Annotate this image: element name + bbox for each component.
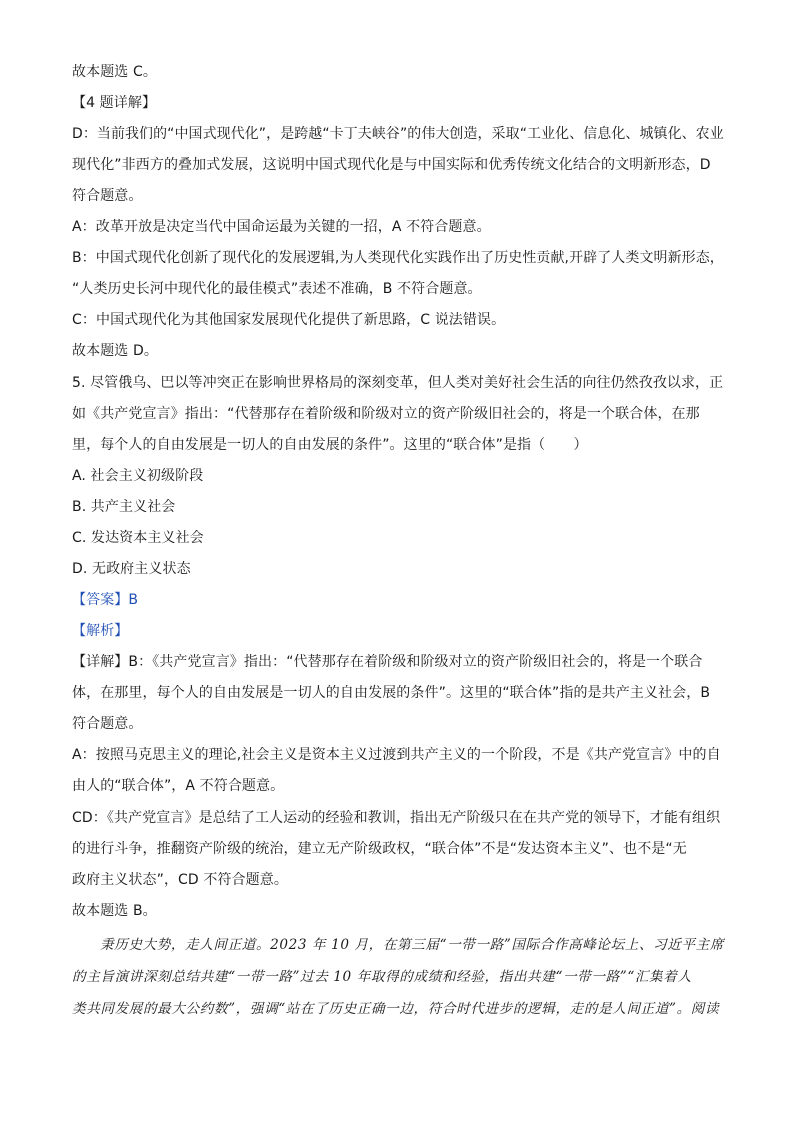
analysis-line: 的进行斗争，推翻资产阶级的统治，建立无产阶级政权，“联合体”不是“发达资本主义”、也不是“无 bbox=[72, 841, 687, 857]
analysis-heading: 【解析】 bbox=[72, 623, 129, 639]
answer-line: 【答案】B bbox=[72, 592, 139, 608]
conclusion-line: 故本题选 C。 bbox=[72, 64, 157, 80]
option-b: B. 共产主义社会 bbox=[72, 499, 176, 515]
conclusion-line: 故本题选 B。 bbox=[72, 903, 157, 919]
option-a: A. 社会主义初级阶段 bbox=[72, 468, 204, 484]
section-heading: 【4 题详解】 bbox=[72, 95, 157, 111]
question-stem: 5. 尽管俄乌、巴以等冲突正在影响世界格局的深刻变革，但人类对美好社会生活的向往仍然孜孜以求，正 bbox=[72, 375, 724, 391]
option-c: C. 发达资本主义社会 bbox=[72, 530, 204, 546]
material-paragraph-line: 秉历史大势，走人间正道。2023 年 10 月，在第三届“一带一路”国际合作高峰论坛上、习近平主席 bbox=[100, 937, 725, 953]
explanation-line: B：中国式现代化创新了现代化的发展逻辑,为人类现代化实践作出了历史性贡献,开辟了人类文明新形态， bbox=[72, 250, 724, 266]
analysis-line: 体，在那里，每个人的自由发展是一切人的自由发展的条件”。这里的“联合体”指的是共产主义社会，B bbox=[72, 685, 711, 701]
explanation-line: 现代化”非西方的叠加式发展，这说明中国式现代化是与中国实际和优秀传统文化结合的文明新形态，D bbox=[72, 157, 711, 173]
explanation-line: “人类历史长河中现代化的最佳模式”表述不准确，B 不符合题意。 bbox=[72, 281, 482, 297]
analysis-line: 由人的“联合体”，A 不符合题意。 bbox=[72, 778, 285, 794]
material-paragraph-line: 类共同发展的最大公约数”，强调“站在了历史正确一边，符合时代进步的逻辑，走的是人间正道”。阅读 bbox=[72, 1001, 720, 1017]
conclusion-line: 故本题选 D。 bbox=[72, 343, 158, 359]
explanation-line: 符合题意。 bbox=[72, 188, 143, 204]
question-stem: 如《共产党宣言》指出：“代替那存在着阶级和阶级对立的资产阶级旧社会的，将是一个联合体，在那 bbox=[72, 406, 700, 422]
analysis-line: 政府主义状态”，CD 不符合题意。 bbox=[72, 872, 288, 888]
explanation-line: C：中国式现代化为其他国家发展现代化提供了新思路，C 说法错误。 bbox=[72, 312, 506, 328]
analysis-line: 符合题意。 bbox=[72, 716, 143, 732]
question-stem: 里，每个人的自由发展是一切人的自由发展的条件”。这里的“联合体”是指（ ） bbox=[72, 437, 588, 453]
analysis-line: A：按照马克思主义的理论,社会主义是资本主义过渡到共产主义的一个阶段，不是《共产党宣言》中的自 bbox=[72, 747, 721, 763]
option-d: D. 无政府主义状态 bbox=[72, 561, 191, 577]
analysis-line: CD：《共产党宣言》是总结了工人运动的经验和教训，指出无产阶级只在在共产党的领导下，才能有组织 bbox=[72, 810, 721, 826]
analysis-line: 【详解】B：《共产党宣言》指出：“代替那存在着阶级和阶级对立的资产阶级旧社会的，将是一个联合 bbox=[72, 654, 703, 670]
material-paragraph-line: 的主旨演讲深刻总结共建“一带一路”过去 10 年取得的成绩和经验，指出共建“一带一路”“汇集着人 bbox=[72, 969, 692, 985]
explanation-line: A：改革开放是决定当代中国命运最为关键的一招，A 不符合题意。 bbox=[72, 219, 491, 235]
explanation-line: D：当前我们的“中国式现代化”，是跨越“卡丁夫峡谷”的伟大创造，采取“工业化、信息化、城镇化、农业 bbox=[72, 126, 724, 142]
